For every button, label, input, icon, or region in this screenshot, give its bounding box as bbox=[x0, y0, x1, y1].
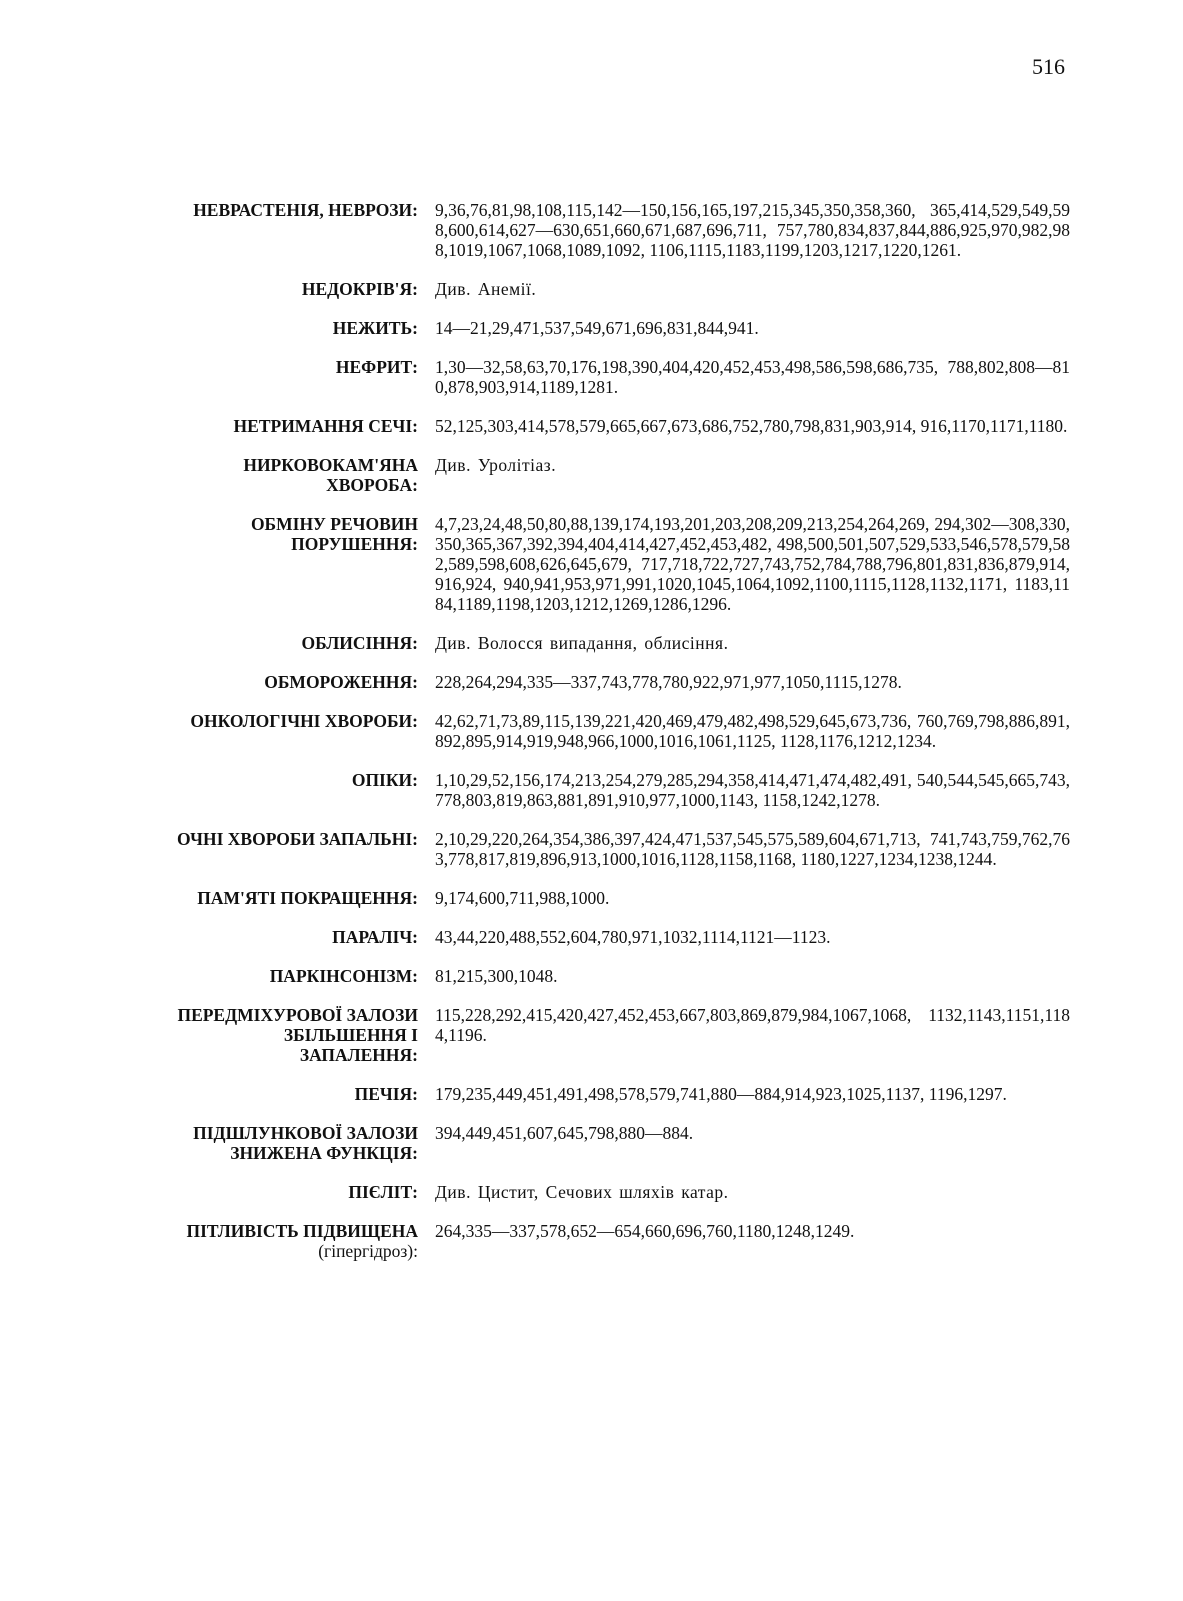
index-term-text: ПАРАЛІЧ: bbox=[332, 927, 418, 947]
index-term-text: ОБМІНУ РЕЧОВИН ПОРУШЕННЯ: bbox=[250, 514, 418, 554]
index-entry bbox=[120, 1123, 1070, 1163]
index-references: 42,62,71,73,89,115,139,221,420,469,479,482,498,529,645,673,736, 760,769,798,886,891,892,895,914,919,948,966,1000,1016,1061,1125, 1128,1176,1212,1234. bbox=[435, 711, 1070, 751]
index-references: 264,335—337,578,652—654,660,696,760,1180,1248,1249. bbox=[435, 1221, 855, 1241]
index-term-text: ОБМОРОЖЕННЯ: bbox=[264, 672, 418, 692]
index-term bbox=[120, 1005, 435, 1065]
index-term bbox=[120, 633, 435, 653]
index-references: 394,449,451,607,645,798,880—884. bbox=[435, 1123, 694, 1143]
index-references: 52,125,303,414,578,579,665,667,673,686,752,780,798,831,903,914, 916,1170,1171,1180. bbox=[435, 416, 1068, 436]
index-references: 179,235,449,451,491,498,578,579,741,880—884,914,923,1025,1137, 1196,1297. bbox=[435, 1084, 1007, 1104]
index-references: Див. Анемії. bbox=[435, 279, 537, 299]
index-references: 1,10,29,52,156,174,213,254,279,285,294,358,414,471,474,482,491, 540,544,545,665,743,778,803,819,863,881,891,910,977,1000,1143, 1158,1242,1278. bbox=[435, 770, 1070, 810]
index-term bbox=[120, 888, 435, 908]
index-references: Див. Цистит, Сечових шляхів катар. bbox=[435, 1182, 729, 1202]
index-references: 14—21,29,471,537,549,671,696,831,844,941. bbox=[435, 318, 759, 338]
index-term bbox=[120, 1182, 435, 1202]
index-entry bbox=[120, 829, 1070, 869]
index-term-qualifier: (гіпергідроз): bbox=[318, 1241, 418, 1261]
index-entry bbox=[120, 1182, 1070, 1202]
index-term-text: ОПІКИ: bbox=[351, 770, 418, 790]
index-references: Див. Уролітіаз. bbox=[435, 455, 557, 475]
index-entry bbox=[120, 888, 1070, 908]
index-term-text: ПІЄЛІТ: bbox=[348, 1182, 418, 1202]
index-term-text: ПАРКІНСОНІЗМ: bbox=[269, 966, 418, 986]
index-references: 228,264,294,335—337,743,778,780,922,971,977,1050,1115,1278. bbox=[435, 672, 902, 692]
index-term bbox=[120, 711, 435, 731]
index-term-text: ПІДШЛУНКОВОЇ ЗАЛОЗИ ЗНИЖЕНА ФУНКЦІЯ: bbox=[193, 1123, 418, 1163]
index-references: 43,44,220,488,552,604,780,971,1032,1114,1121—1123. bbox=[435, 927, 831, 947]
index-references: 4,7,23,24,48,50,80,88,139,174,193,201,203,208,209,213,254,264,269, 294,302—308,330,350,365,367,392,394,404,414,427,452,453,482, 498,500,501,507,529,533,546,578,579,582,589,598,608,626,645,679, 717,718,722,727,743,752,784,788,796,801,831,836,879,914,916,924, 940,941,953,971,991,1020,1045,1064,1092,1100,1115,1128,1132,1171, 1183,1184,1189,1198,1203,1212,1269,1286,1296. bbox=[435, 514, 1070, 614]
index-references: 2,10,29,220,264,354,386,397,424,471,537,545,575,589,604,671,713, 741,743,759,762,763,778,817,819,896,913,1000,1016,1128,1158,1168, 1180,1227,1234,1238,1244. bbox=[435, 829, 1070, 869]
index-term bbox=[120, 318, 435, 338]
index-entry bbox=[120, 633, 1070, 653]
index-entry bbox=[120, 416, 1070, 436]
index-term-text: ОНКОЛОГІЧНІ ХВОРОБИ: bbox=[190, 711, 418, 731]
index-entry bbox=[120, 318, 1070, 338]
index-term-text: ПЕЧІЯ: bbox=[354, 1084, 418, 1104]
index-term-text: ПІТЛИВІСТЬ ПІДВИЩЕНА bbox=[186, 1221, 418, 1241]
index-entry bbox=[120, 514, 1070, 614]
index-entry bbox=[120, 927, 1070, 947]
index-entry bbox=[120, 966, 1070, 986]
index-entry bbox=[120, 357, 1070, 397]
index-entry bbox=[120, 279, 1070, 299]
index-term bbox=[120, 455, 435, 495]
index-entry bbox=[120, 1221, 1070, 1261]
index-term bbox=[120, 829, 435, 849]
index-term bbox=[120, 279, 435, 299]
index-term-text: ОЧНІ ХВОРОБИ ЗАПАЛЬНІ: bbox=[176, 829, 418, 849]
index-term bbox=[120, 357, 435, 377]
index-term bbox=[120, 514, 435, 554]
index-entry bbox=[120, 455, 1070, 495]
index-term-text: НЕТРИМАННЯ СЕЧІ: bbox=[233, 416, 418, 436]
index-term bbox=[120, 966, 435, 986]
index-entry bbox=[120, 200, 1070, 260]
index-entry bbox=[120, 672, 1070, 692]
index-term bbox=[120, 770, 435, 790]
index-term bbox=[120, 672, 435, 692]
index-term bbox=[120, 927, 435, 947]
index-entry bbox=[120, 711, 1070, 751]
index-term bbox=[120, 200, 435, 220]
index-list bbox=[120, 200, 1070, 1280]
index-term-text: НЕВРАСТЕНІЯ, НЕВРОЗИ: bbox=[193, 200, 418, 220]
index-references: 1,30—32,58,63,70,176,198,390,404,420,452,453,498,586,598,686,735, 788,802,808—810,878,903,914,1189,1281. bbox=[435, 357, 1070, 397]
index-term-text: ОБЛИСІННЯ: bbox=[301, 633, 418, 653]
index-entry bbox=[120, 1084, 1070, 1104]
index-references: 115,228,292,415,420,427,452,453,667,803,869,879,984,1067,1068, 1132,1143,1151,1184,1196. bbox=[435, 1005, 1070, 1045]
index-term bbox=[120, 1221, 435, 1261]
index-entry bbox=[120, 770, 1070, 810]
index-term-text: НЕДОКРІВ'Я: bbox=[301, 279, 418, 299]
index-references: 9,36,76,81,98,108,115,142—150,156,165,197,215,345,350,358,360, 365,414,529,549,598,600,614,627—630,651,660,671,687,696,711, 757,780,834,837,844,886,925,970,982,988,1019,1067,1068,1089,1092, 1106,1115,1183,1199,1203,1217,1220,1261. bbox=[435, 200, 1070, 260]
index-references: 81,215,300,1048. bbox=[435, 966, 558, 986]
index-term bbox=[120, 1084, 435, 1104]
index-term bbox=[120, 1123, 435, 1163]
index-references: 9,174,600,711,988,1000. bbox=[435, 888, 610, 908]
page-number: 516 bbox=[1032, 54, 1065, 79]
index-term-text: НИРКОВОКАМ'ЯНА ХВОРОБА: bbox=[243, 455, 418, 495]
index-term-text: НЕЖИТЬ: bbox=[332, 318, 418, 338]
index-entry bbox=[120, 1005, 1070, 1065]
index-term-text: ПАМ'ЯТІ ПОКРАЩЕННЯ: bbox=[197, 888, 418, 908]
index-term-text: НЕФРИТ: bbox=[335, 357, 418, 377]
index-term-text: ПЕРЕДМІХУРОВОЇ ЗАЛОЗИ ЗБІЛЬШЕННЯ І ЗАПАЛЕННЯ: bbox=[177, 1005, 418, 1065]
index-term bbox=[120, 416, 435, 436]
index-references: Див. Волосся випадання, облисіння. bbox=[435, 633, 729, 653]
